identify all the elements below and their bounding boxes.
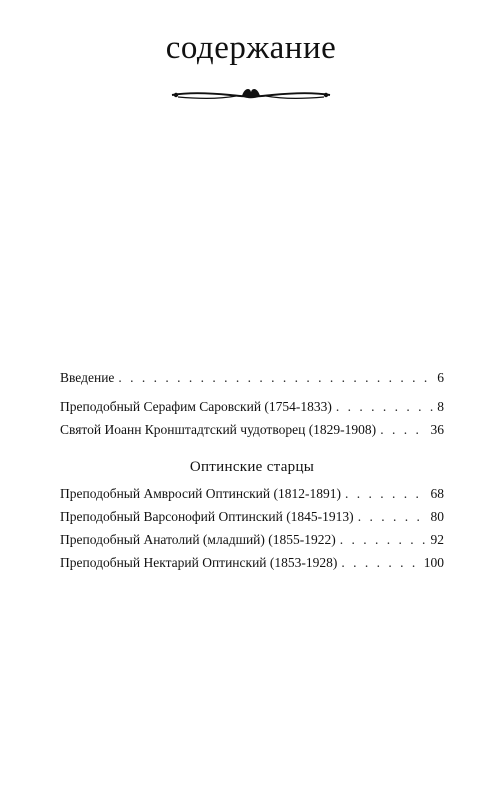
table-of-contents — [60, 370, 444, 578]
toc-entry-label: Преподобный Амвросий Оптинский (1812-1891) — [60, 486, 341, 501]
toc-entry-page: 100 — [423, 555, 444, 570]
toc-entry-page: 8 — [437, 399, 444, 414]
toc-entry-label: Святой Иоанн Кронштадтский чудотворец (1829-1908) — [60, 422, 377, 437]
toc-entry-page: 92 — [430, 532, 444, 547]
toc-entry-page: 36 — [430, 422, 444, 437]
dot-leader — [340, 532, 427, 548]
dot-leader — [118, 370, 433, 386]
toc-entry-page: 6 — [437, 370, 444, 385]
toc-entry-page: 68 — [430, 486, 444, 501]
toc-entry[interactable] — [60, 422, 444, 445]
dot-leader — [336, 399, 433, 415]
dot-leader — [345, 486, 427, 502]
toc-entry-label: Преподобный Анатолий (младший) (1855-1922) — [60, 532, 336, 547]
toc-entry[interactable] — [60, 532, 444, 555]
dot-leader — [341, 555, 419, 571]
toc-entry-label: Преподобный Нектарий Оптинский (1853-1928) — [60, 555, 338, 570]
toc-entry[interactable] — [60, 370, 444, 393]
ornament-divider-icon — [170, 84, 332, 106]
dot-leader — [358, 509, 427, 525]
toc-entry-label: Преподобный Серафим Саровский (1754-1833) — [60, 399, 332, 414]
toc-entry-page: 80 — [430, 509, 444, 524]
toc-entry[interactable] — [60, 399, 444, 422]
toc-entry[interactable] — [60, 509, 444, 532]
toc-entry[interactable] — [60, 486, 444, 509]
section-heading: Оптинские старцы — [189, 459, 315, 475]
page-title: содержание — [165, 30, 337, 66]
dot-leader — [380, 422, 426, 438]
toc-entry-label: Преподобный Варсонофий Оптинский (1845-1913) — [60, 509, 354, 524]
toc-entry[interactable] — [60, 555, 444, 578]
toc-entry-label: Введение — [60, 370, 115, 385]
